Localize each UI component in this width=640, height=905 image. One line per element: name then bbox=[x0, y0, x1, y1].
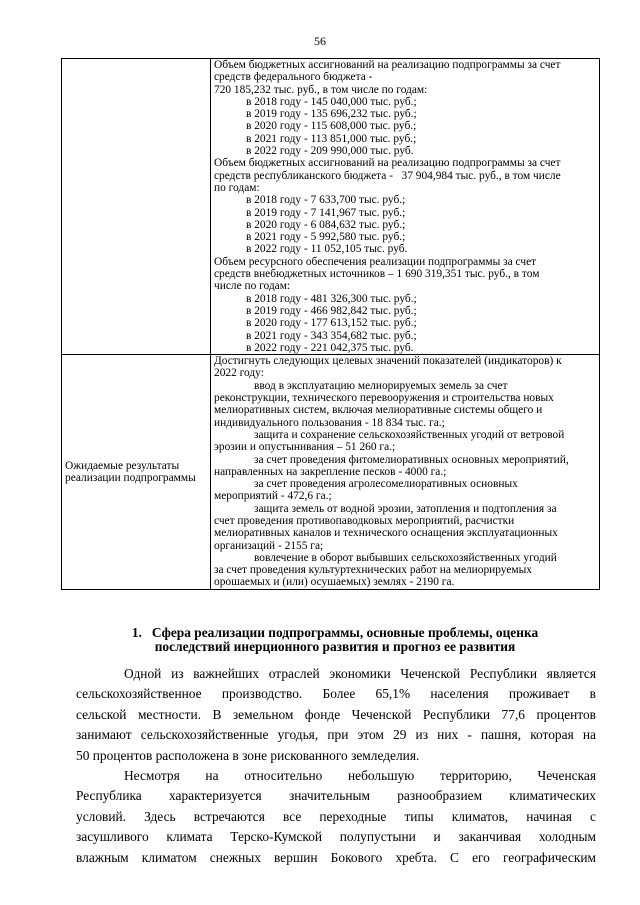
text-line: сельскохозяйственное производство. Более 65,1% населения проживает в bbox=[76, 686, 596, 702]
text-line: влажным климатом снежных вершин Бокового хребта. С его географическим bbox=[76, 849, 596, 865]
table-row-funding bbox=[62, 59, 600, 355]
page-number: 56 bbox=[314, 34, 326, 48]
text-line: в 2022 году - 221 042,375 тыс. руб. bbox=[246, 341, 414, 354]
text-line: организаций - 2155 га; bbox=[214, 539, 324, 552]
text-line: за счет проведения агролесомелиоративных основных bbox=[254, 478, 518, 491]
text-line: Одной из важнейших отраслей экономики Чеченской Республики является bbox=[124, 666, 596, 681]
text-line: средств республиканского бюджета - 37 904,984 тыс. руб., в том числе bbox=[214, 169, 561, 182]
text-line: в 2020 году - 177 613,152 тыс. руб.; bbox=[246, 317, 417, 330]
text-line: засушливого климата Терско-Кумской полупустыни и заканчивая холодным bbox=[76, 829, 596, 845]
text-line: мероприятий - 472,6 га.; bbox=[214, 490, 332, 503]
text-line: орошаемых и (или) осушаемых) землях - 2190 га. bbox=[214, 576, 455, 589]
results-label-cell bbox=[62, 355, 211, 590]
text-line: в 2021 году - 113 851,000 тыс. руб.; bbox=[246, 132, 417, 145]
text-line: эрозии и опустынивания – 51 260 га.; bbox=[214, 441, 396, 454]
text-line: за счет проведения культуртехнических работ на мелиорируемых bbox=[214, 564, 532, 577]
passport-table bbox=[61, 58, 600, 590]
text-line: Достигнуть следующих целевых значений показателей (индикаторов) к bbox=[214, 355, 562, 368]
text-line: занимают сельскохозяйственные угодья, при этом 29 из них - пашня, которая на bbox=[76, 727, 596, 743]
section-heading-line: 1. Сфера реализации подпрограммы, основные проблемы, оценка bbox=[131, 625, 539, 640]
text-line: 50 процентов расположена в зоне рискованного земледелия. bbox=[76, 747, 420, 763]
section-heading-line: последствий инерционного развития и прогноз ее развития bbox=[154, 639, 516, 654]
body-text bbox=[76, 664, 596, 868]
text-line: средств внебюджетных источников – 1 690 319,351 тыс. руб., в том bbox=[214, 268, 540, 281]
text-line: направленных на закрепление песков - 4000 га.; bbox=[214, 465, 447, 478]
text-line: в 2020 году - 6 084,632 тыс. руб.; bbox=[246, 218, 406, 231]
text-line: в 2018 году - 481 326,300 тыс. руб.; bbox=[246, 292, 417, 305]
text-line: числе по годам: bbox=[214, 280, 291, 293]
text-line: защита и сохранение сельскохозяйственных угодий от ветровой bbox=[254, 428, 565, 441]
text-line: Республика характеризуется значительным разнообразием климатических bbox=[76, 788, 596, 804]
text-line: по годам: bbox=[214, 181, 260, 194]
text-line: в 2019 году - 466 982,842 тыс. руб.; bbox=[246, 304, 417, 317]
text-line: Несмотря на относительно небольшую территорию, Чеченская bbox=[124, 768, 596, 784]
text-line: сельской местности. В земельном фонде Чеченской Республики 77,6 процентов bbox=[76, 706, 596, 722]
results-label: Ожидаемые результаты реализации подпрограммы bbox=[65, 459, 196, 484]
results-cell bbox=[211, 355, 600, 590]
text-line: за счет проведения фитомелиоративных основных мероприятий, bbox=[254, 453, 569, 466]
text-line: в 2019 году - 135 696,232 тыс. руб.; bbox=[246, 108, 417, 121]
text-line: вовлечение в оборот выбывших сельскохозяйственных угодий bbox=[254, 551, 557, 564]
text-line: в 2018 году - 7 633,700 тыс. руб.; bbox=[246, 194, 406, 207]
text-line: реконструкции, технического перевооружения и строительства новых bbox=[214, 392, 554, 405]
section-heading bbox=[70, 626, 600, 654]
text-line: Объем бюджетных ассигнований на реализацию подпрограммы за счет bbox=[214, 157, 561, 170]
text-line: 720 185,232 тыс. руб., в том числе по годам: bbox=[214, 83, 428, 96]
text-line: в 2018 году - 145 040,000 тыс. руб.; bbox=[246, 95, 417, 108]
text-line: индивидуального пользования - 18 834 тыс. га.; bbox=[214, 416, 445, 429]
text-line: мелиоративных каналов и технического оснащения эксплуатационных bbox=[214, 527, 558, 540]
text-line: Объем ресурсного обеспечения реализации подпрограммы за счет bbox=[214, 255, 537, 268]
paragraph bbox=[76, 664, 596, 766]
funding-label-cell bbox=[62, 59, 211, 355]
text-line: в 2021 году - 5 992,580 тыс. руб.; bbox=[246, 231, 406, 244]
text-line: защита земель от водной эрозии, затопления и подтопления за bbox=[254, 502, 557, 515]
text-line: в 2019 году - 7 141,967 тыс. руб.; bbox=[246, 206, 406, 219]
text-line: Объем бюджетных ассигнований на реализацию подпрограммы за счет bbox=[214, 59, 561, 71]
text-line: условий. Здесь встречаются все переходные типы климатов, начиная с bbox=[76, 808, 596, 824]
text-line: ввод в эксплуатацию мелиорируемых земель за счет bbox=[254, 379, 508, 392]
text-line: 2022 году: bbox=[214, 367, 264, 380]
table-row-results bbox=[62, 355, 600, 590]
funding-cell bbox=[211, 59, 600, 355]
text-line: мелиоративных систем, включая мелиоративные системы общего и bbox=[214, 404, 543, 417]
text-line: в 2021 году - 343 354,682 тыс. руб.; bbox=[246, 329, 417, 342]
text-line: средств федерального бюджета - bbox=[214, 71, 373, 84]
text-line: счет проведения противопаводковых мероприятий, расчистки bbox=[214, 514, 515, 527]
text-line: в 2020 году - 115 608,000 тыс. руб.; bbox=[246, 120, 417, 133]
paragraph bbox=[76, 766, 596, 868]
text-line: в 2022 году - 11 052,105 тыс. руб. bbox=[246, 243, 408, 256]
text-line: в 2022 году - 209 990,000 тыс. руб. bbox=[246, 145, 414, 158]
